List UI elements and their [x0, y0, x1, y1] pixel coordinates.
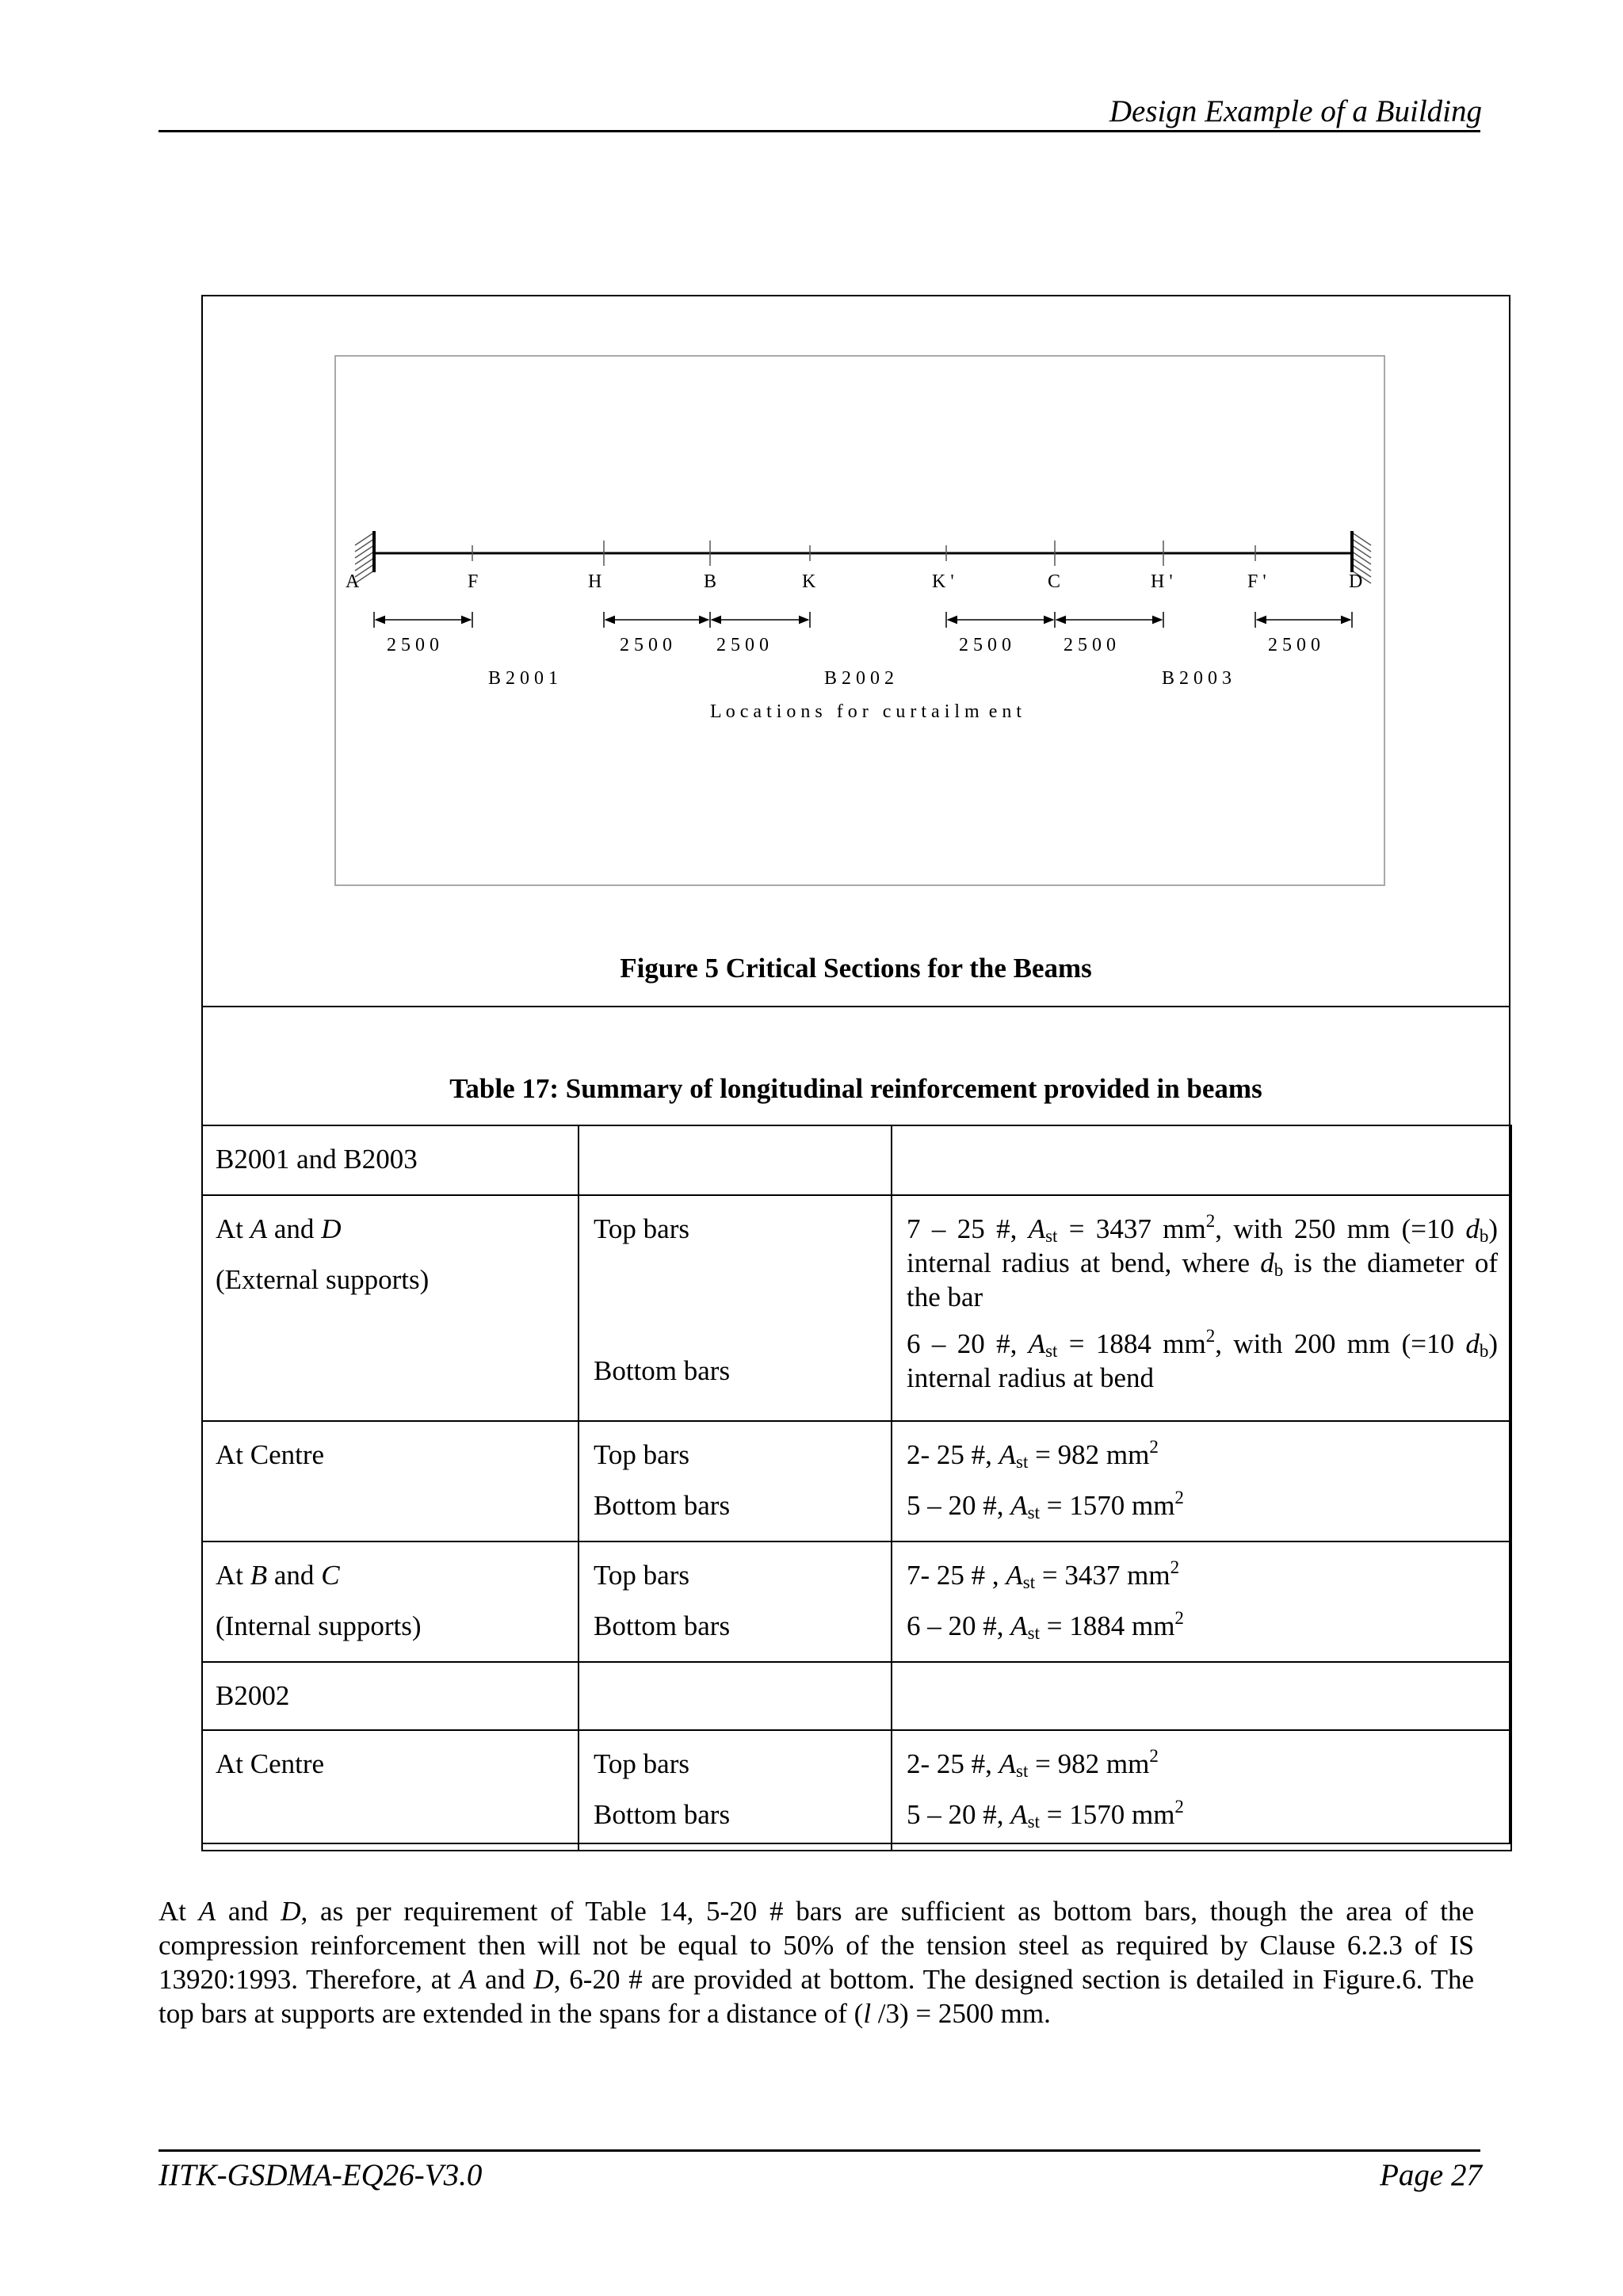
beam-label-b2002: B 2 0 0 2 — [824, 668, 895, 689]
header-title: Design Example of a Building — [1109, 94, 1482, 128]
table-row — [202, 1730, 1511, 1851]
table-title: Table 17: Summary of longitudinal reinforcement provided in beams — [449, 1073, 1262, 1104]
beam-label-b2001: B 2 0 0 1 — [488, 668, 559, 689]
reinforcement-detail-cell: 7- 25 # , $A_{st} = 3437$ $mm^2$ 6 – 20 #, $A_{st} = 1884$ $mm^2$ — [892, 1541, 1511, 1662]
footer-rule — [158, 2149, 1480, 2152]
dimension-label: 2 5 0 0 — [1064, 635, 1116, 655]
point-label-h-prime: H ' — [1151, 571, 1173, 592]
point-label-h: H — [588, 571, 602, 592]
location-cell: At B and C (Internal supports) — [202, 1541, 579, 1662]
dimension-label: 2 5 0 0 — [959, 635, 1011, 655]
footer-page-number: Page 27 — [1380, 2158, 1482, 2192]
figure-table-frame — [201, 295, 1510, 1844]
point-label-k-prime: K ' — [932, 571, 954, 592]
table-row — [202, 1195, 1511, 1421]
footer-document-id: IITK-GSDMA-EQ26-V3.0 — [158, 2158, 483, 2192]
dimension-label: 2 5 0 0 — [620, 635, 672, 655]
point-label-a: A — [346, 571, 360, 592]
beam-diagram — [336, 357, 1384, 884]
dimension-label: 2 5 0 0 — [1268, 635, 1320, 655]
table-row — [202, 1662, 1511, 1730]
reinforcement-table — [201, 1125, 1512, 1851]
header-rule — [158, 130, 1480, 132]
figure-caption: Figure 5 Critical Sections for the Beams — [620, 953, 1092, 984]
body-paragraph: At A and D, as per requirement of Table 14, 5-20 # bars are sufficient as bottom bars, though the area of the compression reinforcement then will not be equal to 50% of the tension steel as required by Clause 6.2.3 of IS 13920:1993. Therefore, at A and D, 6-20 # are provided at bottom. The designed section is detailed in Figure.6. The top bars at supports are extended in the spans for a distance of (l /3) = 2500 mm. — [158, 1896, 1474, 2029]
empty-cell — [892, 1662, 1511, 1730]
figure-box — [334, 355, 1385, 886]
bar-type-cell: Top bars Bottom bars — [579, 1195, 892, 1421]
point-label-d: D — [1349, 571, 1363, 592]
figure-section — [203, 296, 1509, 1007]
location-cell: At Centre — [202, 1730, 579, 1851]
bar-type-cell: Top bars Bottom bars — [579, 1730, 892, 1851]
empty-cell — [579, 1125, 892, 1195]
empty-cell — [579, 1662, 892, 1730]
table-row — [202, 1125, 1511, 1195]
dimension-lines — [374, 612, 1352, 628]
point-label-b: B — [704, 571, 717, 592]
reinforcement-detail-cell: 2- 25 #, $A_{st} = 982$ $mm^2$ 5 – 20 #, $A_{st} = 1570$ $mm^2$ — [892, 1730, 1511, 1851]
point-label-c: C — [1048, 571, 1061, 592]
bar-type-cell: Top bars Bottom bars — [579, 1421, 892, 1541]
reinforcement-detail-cell: 2- 25 #, $A_{st} = 982$ $mm^2$ 5 – 20 #, $A_{st} = 1570$ $mm^2$ — [892, 1421, 1511, 1541]
point-label-k: K — [802, 571, 816, 592]
group-label-b2002: B2002 — [202, 1662, 579, 1730]
locations-label: L o c a t i o n s f o r c u r t a i l m e n t — [710, 701, 1022, 722]
dimension-label: 2 5 0 0 — [387, 635, 439, 655]
table-row — [202, 1421, 1511, 1541]
point-label-f-prime: F ' — [1247, 571, 1266, 592]
bar-type-cell: Top bars Bottom bars — [579, 1541, 892, 1662]
point-label-f: F — [468, 571, 479, 592]
group-label-b2001-b2003: B2001 and B2003 — [202, 1125, 579, 1195]
beam-label-b2003: B 2 0 0 3 — [1162, 668, 1232, 689]
empty-cell — [892, 1125, 1511, 1195]
location-cell: At A and D (External supports) — [202, 1195, 579, 1421]
dimension-label: 2 5 0 0 — [716, 635, 769, 655]
table-row — [202, 1541, 1511, 1662]
location-cell: At Centre — [202, 1421, 579, 1541]
reinforcement-detail-cell: 7 – 25 #, $A_{st} = 3437$ $mm^2$, with 250 mm (=10 $d_b$) internal radius at bend, where $d_b$ is the diameter of the bar 6 – 20 #, $A_{st} = 1884$ $mm^2$, with 200 mm (=10 $d_b$) internal radius at bend — [892, 1195, 1511, 1421]
